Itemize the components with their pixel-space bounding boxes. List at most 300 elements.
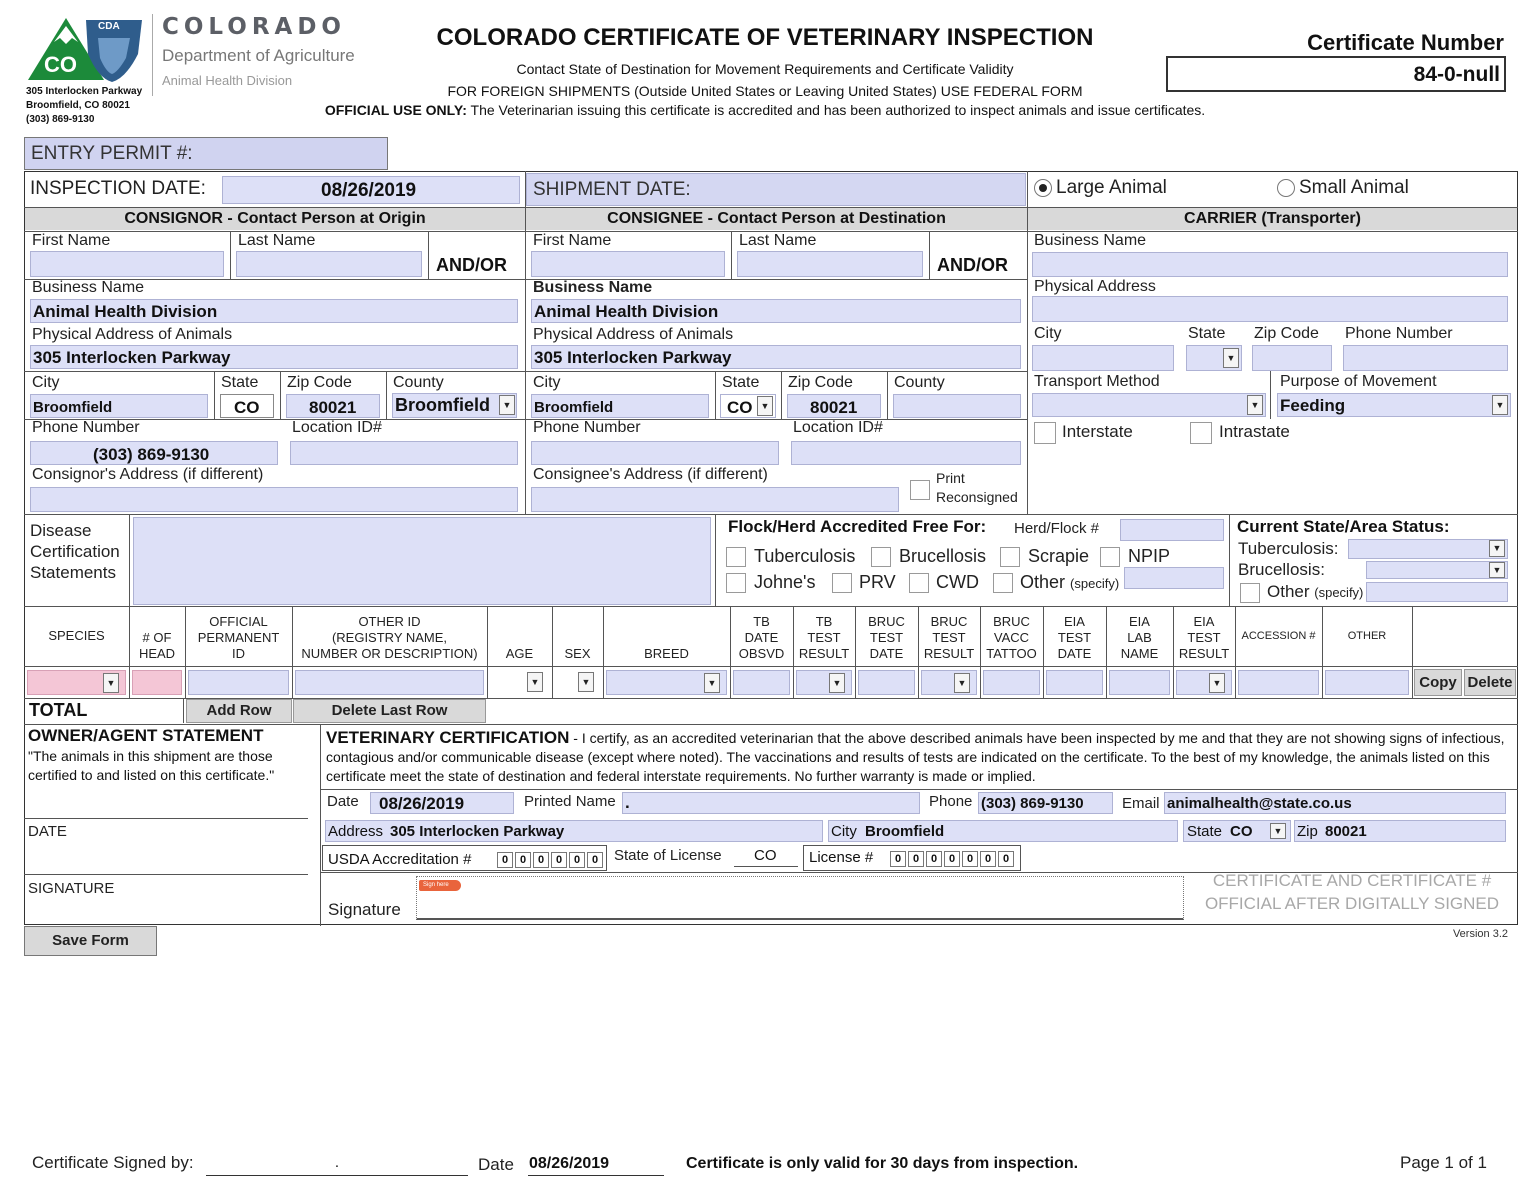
col-header-line: BRUC: [993, 614, 1030, 629]
consignee-first-label: First Name: [533, 232, 612, 249]
consignee-first-input[interactable]: [531, 251, 725, 277]
chevron-down-icon[interactable]: ▼: [954, 673, 970, 693]
small-animal-label: Small Animal: [1299, 177, 1409, 198]
consignee-address-input[interactable]: [531, 345, 1021, 369]
col-header-line: TB: [753, 614, 770, 629]
agency-phone: (303) 869-9130: [26, 114, 95, 125]
carrier-address-input[interactable]: [1032, 296, 1508, 322]
digit-box[interactable]: 0: [944, 851, 960, 867]
col-header-line: TB: [815, 614, 833, 629]
digit-box[interactable]: 0: [998, 851, 1014, 867]
vet-phone-input[interactable]: [978, 792, 1113, 814]
cell-accession[interactable]: [1238, 670, 1319, 695]
footer-date-line: [528, 1154, 664, 1176]
certificate-number-label: Certificate Number: [1307, 30, 1504, 55]
usda-digits[interactable]: [497, 850, 605, 868]
owner-text: "The animals in this shipment are those certified to and listed on this certificate.": [28, 748, 275, 783]
inspection-date-input[interactable]: [222, 176, 520, 204]
col-header-line: TATTOO: [986, 646, 1037, 661]
consignee-location-input[interactable]: [791, 441, 1021, 465]
col-header-line: ID: [232, 646, 245, 661]
consignor-county-value: Broomfield: [395, 395, 491, 415]
consignor-state-input[interactable]: [220, 394, 274, 418]
carrier-zip-input[interactable]: [1252, 345, 1332, 371]
col-header-line: VACC: [993, 630, 1030, 645]
flock-item-prv: PRV: [859, 572, 896, 592]
chevron-down-icon[interactable]: ▼: [1223, 348, 1239, 368]
carrier-phone-input[interactable]: [1343, 345, 1508, 371]
col-header-line: OFFICIAL: [209, 614, 268, 629]
vet-state-value: CO: [1230, 823, 1253, 840]
status-other-specify: (specify): [1314, 585, 1364, 600]
vet-address-input[interactable]: [325, 820, 823, 842]
certificate-number-field: [1166, 56, 1506, 92]
digit-box[interactable]: 0: [908, 851, 924, 867]
cell-eia-test-result[interactable]: [1176, 670, 1232, 695]
chevron-down-icon[interactable]: ▼: [757, 396, 773, 416]
form-subtitle-1: Contact State of Destination for Movement Requirements and Certificate Validity: [516, 61, 1014, 77]
footer-signed-by-line: [206, 1154, 468, 1176]
logo-shield-text: CDA: [98, 21, 120, 32]
vet-phone-value: (303) 869-9130: [981, 795, 1084, 812]
vet-state-label: State: [1187, 823, 1223, 840]
col-header-line: BREED: [644, 646, 689, 661]
vet-zip-input[interactable]: [1294, 820, 1506, 842]
vet-phone-label: Phone: [929, 793, 973, 810]
entry-permit-label: ENTRY PERMIT #:: [31, 143, 193, 164]
status-bruc-label: Brucellosis:: [1238, 560, 1325, 579]
col-header-tb-result: [793, 614, 855, 662]
johnes-checkbox[interactable]: [726, 573, 746, 593]
flock-other-text: Other: [1020, 572, 1066, 592]
consignee-zip-label: Zip Code: [788, 374, 853, 391]
agency-division: Animal Health Division: [162, 73, 293, 88]
col-header-eia-lab-name: [1106, 614, 1173, 662]
consignor-business-value: Animal Health Division: [33, 302, 218, 321]
purpose-select[interactable]: [1277, 393, 1511, 417]
col-header-line: # OF: [142, 630, 172, 645]
purpose-value: Feeding: [1280, 396, 1346, 415]
version-label: Version 3.2: [1452, 928, 1508, 940]
digit-box[interactable]: 0: [497, 852, 513, 868]
col-header-breed: [603, 646, 730, 662]
col-header-line: EIA: [1193, 614, 1215, 629]
agency-address-2: Broomfield, CO 80021: [26, 100, 130, 111]
flock-item-johnes: Johne's: [754, 572, 816, 592]
col-header-line: OTHER: [1347, 630, 1387, 642]
col-header-line: (REGISTRY NAME,: [331, 630, 448, 645]
vet-zip-value: 80021: [1325, 823, 1367, 840]
small-animal-radio[interactable]: [1277, 179, 1295, 197]
consignee-county-label: County: [894, 374, 945, 391]
save-form-button[interactable]: Save Form: [24, 926, 157, 956]
col-header-line: SPECIES: [48, 628, 105, 643]
carrier-city-label: City: [1034, 325, 1062, 342]
logo-text: CO: [44, 52, 77, 77]
digit-box[interactable]: 0: [515, 852, 531, 868]
col-header-bruc-vacc-tattoo: [980, 614, 1043, 662]
col-header-line: OBSVD: [738, 646, 785, 661]
cell-age[interactable]: [490, 670, 549, 695]
intrastate-label: Intrastate: [1219, 422, 1290, 441]
consignor-phys-label: Physical Address of Animals: [32, 326, 233, 343]
consignor-first-label: First Name: [32, 232, 111, 249]
col-header-sex: [552, 646, 603, 662]
col-header-line: DATE: [1057, 646, 1092, 661]
consignor-phone-input[interactable]: [30, 441, 278, 465]
carrier-business-input[interactable]: [1032, 252, 1508, 277]
consignee-andor: AND/OR: [937, 255, 1008, 275]
digit-box[interactable]: 0: [569, 852, 585, 868]
consignor-county-select[interactable]: [392, 393, 517, 418]
digit-box[interactable]: 0: [890, 851, 906, 867]
col-header-eia-test-result: [1173, 614, 1235, 662]
vet-text: - I certify, as an accredited veterinarian that the above described animals have been inspected by me and that they are not showing signs of infectious, contagious and/or communicable disease (except where noted). The vaccinations and results of tests are indicated on the certificate. To the best of my knowledge, the animals listed on this certificate meet the state of destination and federal interstate requirements. No further warranty is made or implied.: [326, 730, 1505, 784]
consignor-andor: AND/OR: [436, 255, 507, 275]
certificate-number-value: 84-0-null: [1413, 63, 1500, 86]
flock-other-specify: (specify): [1070, 576, 1120, 591]
consignor-city-value: Broomfield: [33, 399, 113, 416]
consignee-state-label: State: [722, 374, 760, 391]
cell-num-head[interactable]: [132, 670, 182, 695]
chevron-down-icon[interactable]: ▼: [829, 673, 845, 693]
col-header-line: SEX: [564, 646, 591, 661]
vet-address-label: Address: [328, 823, 384, 840]
consignee-phone-input[interactable]: [531, 441, 779, 465]
agency-name: COLORADO: [162, 14, 346, 40]
inspection-date-label: INSPECTION DATE:: [30, 178, 206, 199]
copy-row-button[interactable]: Copy: [1414, 669, 1462, 696]
digit-box[interactable]: 0: [533, 852, 549, 868]
disease-label-1: Disease: [30, 521, 92, 540]
license-digits[interactable]: [890, 849, 1016, 867]
official-after-signed-note-1: CERTIFICATE AND CERTIFICATE #: [1212, 871, 1492, 890]
delete-last-row-button[interactable]: Delete Last Row: [293, 699, 486, 723]
consignor-address-input[interactable]: [30, 345, 518, 369]
status-other-text: Other: [1267, 582, 1310, 601]
cell-species[interactable]: [27, 670, 126, 695]
usda-accreditation-box: [322, 845, 607, 871]
cell-bruc-test-result[interactable]: [921, 670, 977, 695]
col-header-bruc-test-result: [918, 614, 980, 662]
consignor-address-value: 305 Interlocken Parkway: [33, 348, 231, 367]
consignee-business-value: Animal Health Division: [534, 302, 719, 321]
col-header-line: BRUC: [868, 614, 905, 629]
carrier-header: CARRIER (Transporter): [1028, 208, 1517, 230]
digit-box[interactable]: 0: [551, 852, 567, 868]
cell-tb-result[interactable]: [796, 670, 852, 695]
footer-date-value: 08/26/2019: [529, 1155, 610, 1172]
chevron-down-icon[interactable]: ▼: [103, 673, 119, 693]
consignor-location-label: Location ID#: [292, 419, 382, 436]
interstate-checkbox[interactable]: [1034, 422, 1056, 444]
vet-email-label: Email: [1122, 795, 1160, 812]
col-header-line: HEAD: [138, 646, 176, 661]
tuberculosis-checkbox[interactable]: [726, 547, 746, 567]
col-header-official-id: [185, 614, 292, 662]
col-header-line: BRUC: [930, 614, 968, 629]
status-other-input[interactable]: [1366, 582, 1508, 602]
state-of-license-value: CO: [754, 847, 777, 864]
flock-title: Flock/Herd Accredited Free For:: [728, 517, 987, 536]
vet-address-value: 305 Interlocken Parkway: [390, 823, 565, 840]
col-header-line: TEST: [932, 630, 966, 645]
consignee-address-value: 305 Interlocken Parkway: [534, 348, 732, 367]
vet-signature-label: Signature: [328, 900, 401, 919]
consignor-county-label: County: [393, 374, 444, 391]
consignee-county-input[interactable]: [893, 394, 1021, 418]
col-header-accession: [1235, 628, 1322, 644]
consignee-location-label: Location ID#: [793, 419, 883, 436]
footer-date-label: Date: [478, 1155, 514, 1174]
carrier-city-input[interactable]: [1032, 345, 1174, 371]
consignee-phys-label: Physical Address of Animals: [533, 326, 734, 343]
entry-permit-field[interactable]: [24, 137, 388, 170]
official-use-bold: OFFICIAL USE ONLY:: [324, 102, 467, 118]
consignor-zip-value: 80021: [309, 398, 357, 417]
vet-signature-field[interactable]: [416, 876, 1184, 920]
chevron-down-icon[interactable]: ▼: [1489, 562, 1505, 578]
consignee-business-input[interactable]: [531, 299, 1021, 323]
chevron-down-icon[interactable]: ▼: [527, 672, 543, 692]
flock-item-tuberculosis: Tuberculosis: [754, 546, 856, 566]
digit-box[interactable]: 0: [962, 851, 978, 867]
col-header-other: [1322, 628, 1412, 644]
total-label: TOTAL: [29, 700, 88, 720]
col-header-line: PERMANENT: [197, 630, 280, 645]
col-header-line: DATE: [869, 646, 904, 661]
col-header-line: OTHER ID: [358, 614, 421, 629]
col-header-line: NUMBER OR DESCRIPTION): [301, 646, 478, 661]
col-header-line: RESULT: [798, 646, 850, 661]
intrastate-checkbox[interactable]: [1190, 422, 1212, 444]
chevron-down-icon[interactable]: ▼: [1489, 540, 1505, 557]
col-header-line: DATE: [744, 630, 779, 645]
digit-box[interactable]: 0: [926, 851, 942, 867]
col-header-line: EIA: [1129, 614, 1150, 629]
large-animal-radio[interactable]: [1034, 179, 1052, 197]
cell-other-id[interactable]: [295, 670, 484, 695]
flock-other-input[interactable]: [1124, 567, 1224, 589]
consignor-business-label: Business Name: [32, 279, 145, 296]
sign-here-tag[interactable]: Sign here: [419, 880, 461, 891]
col-header-line: TEST: [1057, 630, 1092, 645]
status-title: Current State/Area Status:: [1237, 517, 1450, 536]
status-tb-select[interactable]: [1348, 539, 1508, 559]
transport-method-select[interactable]: [1032, 393, 1266, 417]
consignee-last-label: Last Name: [739, 232, 817, 249]
state-of-license-label: State of License: [614, 847, 722, 864]
vet-title: VETERINARY CERTIFICATION: [326, 728, 570, 747]
col-header-line: TEST: [807, 630, 841, 645]
vet-state-select[interactable]: [1183, 820, 1291, 842]
scrapie-checkbox[interactable]: [1000, 547, 1020, 567]
footer-signed-by-value: .: [334, 1154, 340, 1171]
agency-dept: Department of Agriculture: [162, 46, 355, 65]
consignor-phone-label: Phone Number: [32, 419, 140, 436]
consignee-state-value: CO: [727, 398, 753, 417]
owner-signature-label: SIGNATURE: [28, 880, 115, 897]
transport-method-label: Transport Method: [1034, 373, 1160, 390]
npip-checkbox[interactable]: [1100, 547, 1120, 567]
other-checkbox[interactable]: [993, 573, 1013, 593]
chevron-down-icon[interactable]: ▼: [578, 672, 594, 692]
cell-breed[interactable]: [606, 670, 727, 695]
vet-printed-label: Printed Name: [524, 793, 616, 810]
consignor-header: CONSIGNOR - Contact Person at Origin: [25, 208, 525, 230]
digit-box[interactable]: 0: [587, 852, 603, 868]
consignee-business-label: Business Name: [533, 279, 653, 296]
flock-item-other: [1020, 572, 1119, 593]
status-other-label: [1267, 582, 1363, 602]
chevron-down-icon[interactable]: ▼: [1247, 395, 1263, 415]
col-header-line: EIA: [1064, 614, 1085, 629]
vet-date-input[interactable]: [370, 792, 514, 814]
col-header-line: RESULT: [923, 646, 975, 661]
consignee-zip-input[interactable]: [787, 394, 881, 418]
herd-flock-input[interactable]: [1120, 519, 1224, 541]
cell-official-id[interactable]: [188, 670, 289, 695]
col-header-age: [487, 646, 552, 662]
consignor-city-input[interactable]: [30, 394, 208, 418]
delete-row-button[interactable]: Delete: [1464, 669, 1516, 696]
form-title: COLORADO CERTIFICATE OF VETERINARY INSPECTION: [436, 24, 1094, 51]
form-subtitle-2: FOR FOREIGN SHIPMENTS (Outside United States or Leaving United States) USE FEDERAL FORM: [447, 83, 1083, 99]
disease-statements-input[interactable]: [133, 517, 711, 605]
flock-item-brucellosis: Brucellosis: [899, 546, 987, 566]
cell-bruc-vacc-tattoo[interactable]: [983, 670, 1040, 695]
flock-item-cwd: CWD: [936, 572, 979, 592]
consignor-alt-address-label: Consignor's Address (if different): [32, 466, 264, 483]
vet-printed-input[interactable]: [622, 792, 920, 814]
flock-item-scrapie: Scrapie: [1028, 546, 1090, 566]
consignor-city-label: City: [32, 374, 60, 391]
cell-eia-lab-name[interactable]: [1109, 670, 1170, 695]
consignee-zip-value: 80021: [810, 398, 858, 417]
carrier-state-select[interactable]: [1186, 345, 1242, 371]
consignor-zip-label: Zip Code: [287, 374, 352, 391]
consignor-phone-value: (303) 869-9130: [93, 445, 210, 464]
total-head-field: [129, 699, 184, 723]
consignee-last-input[interactable]: [737, 251, 923, 277]
digit-box[interactable]: 0: [980, 851, 996, 867]
add-row-button[interactable]: Add Row: [186, 699, 292, 723]
shipment-date-label: SHIPMENT DATE:: [533, 179, 691, 200]
consignor-zip-input[interactable]: [286, 394, 380, 418]
chevron-down-icon[interactable]: ▼: [499, 395, 515, 415]
cell-sex[interactable]: [555, 670, 600, 695]
consignee-alt-address-input[interactable]: [531, 487, 899, 512]
chevron-down-icon[interactable]: ▼: [1492, 395, 1508, 415]
herd-flock-label: Herd/Flock #: [1014, 520, 1100, 537]
vet-printed-value: .: [625, 793, 630, 812]
print-label: Print: [936, 470, 965, 486]
official-use-text: The Veterinarian issuing this certificate is accredited and has been authorized to inspect animals and issue certificates.: [466, 102, 1206, 118]
brucellosis-checkbox[interactable]: [871, 547, 891, 567]
cell-bruc-test-date[interactable]: [858, 670, 915, 695]
consignee-state-select[interactable]: [720, 394, 776, 418]
col-header-species: [24, 628, 129, 644]
carrier-address-label: Physical Address: [1034, 278, 1156, 295]
interstate-label: Interstate: [1062, 422, 1133, 441]
cell-eia-test-date[interactable]: [1046, 670, 1103, 695]
col-header-line: RESULT: [1178, 646, 1230, 661]
chevron-down-icon[interactable]: ▼: [1270, 823, 1286, 839]
consignor-last-label: Last Name: [238, 232, 316, 249]
consignor-last-input[interactable]: [236, 251, 422, 277]
disease-label-3: Statements: [30, 563, 116, 582]
cell-other[interactable]: [1325, 670, 1409, 695]
status-bruc-select[interactable]: [1366, 561, 1508, 579]
vet-city-label: City: [831, 823, 857, 840]
consignee-alt-address-label: Consignee's Address (if different): [533, 466, 768, 483]
footer-page: Page 1 of 1: [1400, 1153, 1487, 1172]
cwd-checkbox[interactable]: [909, 573, 929, 593]
footer-validity: Certificate is only valid for 30 days from inspection.: [686, 1155, 1079, 1172]
col-header-bruc-test-date: [855, 614, 918, 662]
owner-date-label: DATE: [28, 823, 67, 840]
consignor-alt-address-input[interactable]: [30, 487, 518, 512]
vet-city-value: Broomfield: [865, 823, 945, 840]
consignor-state-label: State: [221, 374, 259, 391]
chevron-down-icon[interactable]: ▼: [704, 673, 720, 693]
reconsigned-label: Reconsigned: [936, 489, 1018, 505]
col-header-tb-date: [730, 614, 793, 662]
vet-date-value: 08/26/2019: [379, 794, 465, 813]
disease-label-2: Certification: [30, 542, 120, 561]
license-box: [803, 845, 1021, 871]
vet-city-input[interactable]: [828, 820, 1178, 842]
status-tb-label: Tuberculosis:: [1238, 539, 1339, 558]
col-header-eia-test-date: [1043, 614, 1106, 662]
flock-item-npip: NPIP: [1128, 546, 1171, 566]
state-of-license-field[interactable]: [734, 847, 798, 867]
vet-email-input[interactable]: [1164, 792, 1506, 814]
inspection-date-value: 08/26/2019: [321, 180, 417, 201]
logo: [26, 14, 144, 84]
consignee-city-input[interactable]: [531, 394, 709, 418]
owner-title: OWNER/AGENT STATEMENT: [28, 726, 264, 745]
consignee-phone-label: Phone Number: [533, 419, 641, 436]
consignee-city-label: City: [533, 374, 561, 391]
col-header-line: NAME: [1120, 646, 1159, 661]
prv-checkbox[interactable]: [832, 573, 852, 593]
agency-address-1: 305 Interlocken Parkway: [26, 86, 143, 97]
col-header-line: TEST: [869, 630, 904, 645]
status-other-checkbox[interactable]: [1240, 583, 1260, 603]
official-use-statement: [200, 102, 1330, 118]
vet-email-value: animalhealth@state.co.us: [1167, 795, 1352, 812]
consignor-state-value: CO: [234, 398, 260, 417]
col-header-other-id: [292, 614, 487, 662]
consignor-first-input[interactable]: [30, 251, 224, 277]
consignee-header: CONSIGNEE - Contact Person at Destination: [526, 208, 1027, 230]
large-animal-label: Large Animal: [1056, 177, 1167, 198]
vet-date-label: Date: [327, 793, 359, 810]
print-reconsigned-checkbox[interactable]: [910, 480, 930, 500]
chevron-down-icon[interactable]: ▼: [1209, 673, 1225, 693]
col-header-num-head: [129, 630, 185, 662]
consignor-location-input[interactable]: [290, 441, 518, 465]
usda-label: USDA Accreditation #: [328, 851, 472, 868]
consignor-business-input[interactable]: [30, 299, 518, 323]
footer-signed-by-label: Certificate Signed by:: [32, 1153, 194, 1172]
official-after-signed-note-2: OFFICIAL AFTER DIGITALLY SIGNED: [1204, 894, 1500, 913]
shipment-date-input[interactable]: [526, 173, 1026, 206]
carrier-phone-label: Phone Number: [1345, 325, 1453, 342]
consignee-city-value: Broomfield: [534, 399, 614, 416]
cell-tb-date[interactable]: [733, 670, 790, 695]
